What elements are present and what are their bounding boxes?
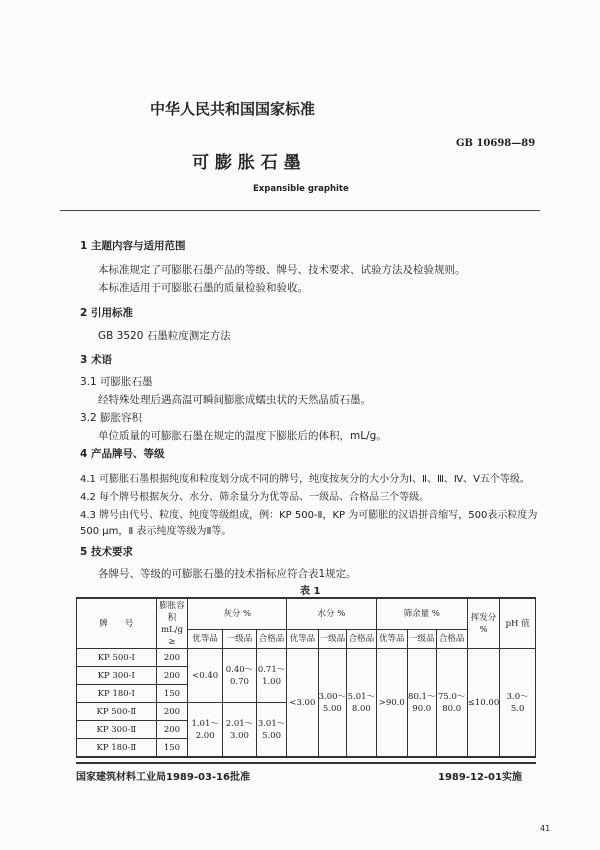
brand-cell: KP 300-Ⅱ (77, 721, 157, 739)
volume-cell: 200 (156, 649, 188, 667)
table-caption: 表 1 (300, 586, 321, 597)
header-sieve: 筛余量 % (376, 598, 467, 630)
volume-cell: 200 (156, 703, 188, 721)
term-3-2: 3.2 膨胀容积 (80, 412, 143, 424)
ph-cell: 3.0～5.0 (500, 649, 536, 758)
brand-cell: KP 180-Ⅱ (77, 739, 157, 758)
brand-cell: KP 500-Ⅰ (77, 649, 157, 667)
section-1-heading: 1 主题内容与适用范围 (80, 240, 186, 252)
section-2-line: GB 3520 石墨粒度测定方法 (98, 330, 231, 342)
header-ash: 灰分 % (188, 598, 287, 630)
standard-code: GB 10698—89 (456, 138, 536, 149)
sieve-cell: 75.0～80.0 (436, 649, 467, 758)
volatile-cell: ≤10.00 (467, 649, 499, 758)
section-1-line: 本标准适用于可膨胀石墨的质量检验和验收。 (98, 282, 308, 294)
clause-4-1: 4.1 可膨胀石墨根据纯度和粒度划分成不同的牌号，纯度按灰分的大小分为Ⅰ、Ⅱ、Ⅲ、Ⅳ、Ⅴ五个等级。 (80, 474, 530, 485)
grade-header: 合格品 (256, 630, 286, 649)
grade-header: 一级品 (223, 630, 257, 649)
sieve-cell: 80.1～90.0 (407, 649, 436, 758)
sieve-cell: >90.0 (376, 649, 407, 758)
water-cell: <3.00 (287, 649, 318, 758)
grade-header: 合格品 (436, 630, 467, 649)
header-volatile: 挥发分 % (467, 598, 499, 649)
brand-cell: KP 180-Ⅰ (77, 685, 157, 703)
ash-cell: 3.01～5.00 (256, 703, 286, 758)
header-brand: 牌 号 (77, 598, 157, 649)
ash-cell: 0.40～0.70 (223, 649, 257, 703)
page-number: 41 (540, 824, 551, 833)
english-title: Expansible graphite (253, 184, 349, 194)
volume-cell: 150 (156, 685, 188, 703)
ash-cell: <0.40 (188, 649, 223, 703)
header-water: 水分 % (287, 598, 376, 630)
grade-header: 合格品 (347, 630, 376, 649)
term-3-1: 3.1 可膨胀石墨 (80, 376, 153, 388)
effective-note: 1989-12-01实施 (438, 772, 522, 783)
issuing-body: 中华人民共和国国家标准 (150, 100, 316, 118)
clause-4-3-cont: 500 μm，Ⅱ 表示纯度等级为Ⅱ等。 (80, 526, 232, 537)
water-cell: 5.01～8.00 (347, 649, 376, 758)
grade-header: 优等品 (287, 630, 318, 649)
section-5-line: 各牌号、等级的可膨胀石墨的技术指标应符合表1规定。 (98, 568, 357, 580)
ash-cell: 0.71～1.00 (256, 649, 286, 703)
clause-4-2: 4.2 每个牌号根据灰分、水分、筛余量分为优等品、一级品、合格品三个等级。 (80, 492, 430, 503)
grade-header: 一级品 (318, 630, 347, 649)
spec-table (76, 597, 536, 758)
volume-cell: 200 (156, 667, 188, 685)
approval-note: 国家建筑材料工业局1989-03-16批准 (76, 772, 250, 783)
brand-cell: KP 300-Ⅰ (77, 667, 157, 685)
document-title: 可 膨 胀 石 墨 (192, 153, 301, 173)
header-rule (60, 210, 540, 211)
footer-rule (76, 762, 536, 764)
section-1-line: 本标准规定了可膨胀石墨产品的等级、牌号、技术要求、试验方法及检验规则。 (98, 264, 466, 276)
grade-header: 一级品 (407, 630, 436, 649)
ash-cell: 2.01～3.00 (223, 703, 257, 758)
header-ph: pH 值 (500, 598, 536, 649)
section-3-heading: 3 术语 (80, 354, 112, 366)
ash-cell: 1.01～2.00 (188, 703, 223, 758)
grade-header: 优等品 (376, 630, 407, 649)
section-5-heading: 5 技术要求 (80, 546, 133, 558)
volume-cell: 150 (156, 739, 188, 758)
volume-cell: 200 (156, 721, 188, 739)
grade-header: 优等品 (188, 630, 223, 649)
water-cell: 3.00～5.00 (318, 649, 347, 758)
section-2-heading: 2 引用标准 (80, 307, 133, 319)
header-volume: 膨胀容积 mL/g ≥ (156, 598, 188, 649)
brand-cell: KP 500-Ⅱ (77, 703, 157, 721)
clause-4-3: 4.3 牌号由代号、粒度、纯度等级组成，例：KP 500-Ⅱ，KP 为可膨胀的汉语拼音缩写，500表示粒度为 (80, 510, 538, 521)
section-4-heading: 4 产品牌号、等级 (80, 448, 165, 460)
term-3-1-def: 经特殊处理后遇高温可瞬间膨胀成蠕虫状的天然晶质石墨。 (98, 394, 371, 406)
term-3-2-def: 单位质量的可膨胀石墨在规定的温度下膨胀后的体积，mL/g。 (98, 430, 387, 442)
